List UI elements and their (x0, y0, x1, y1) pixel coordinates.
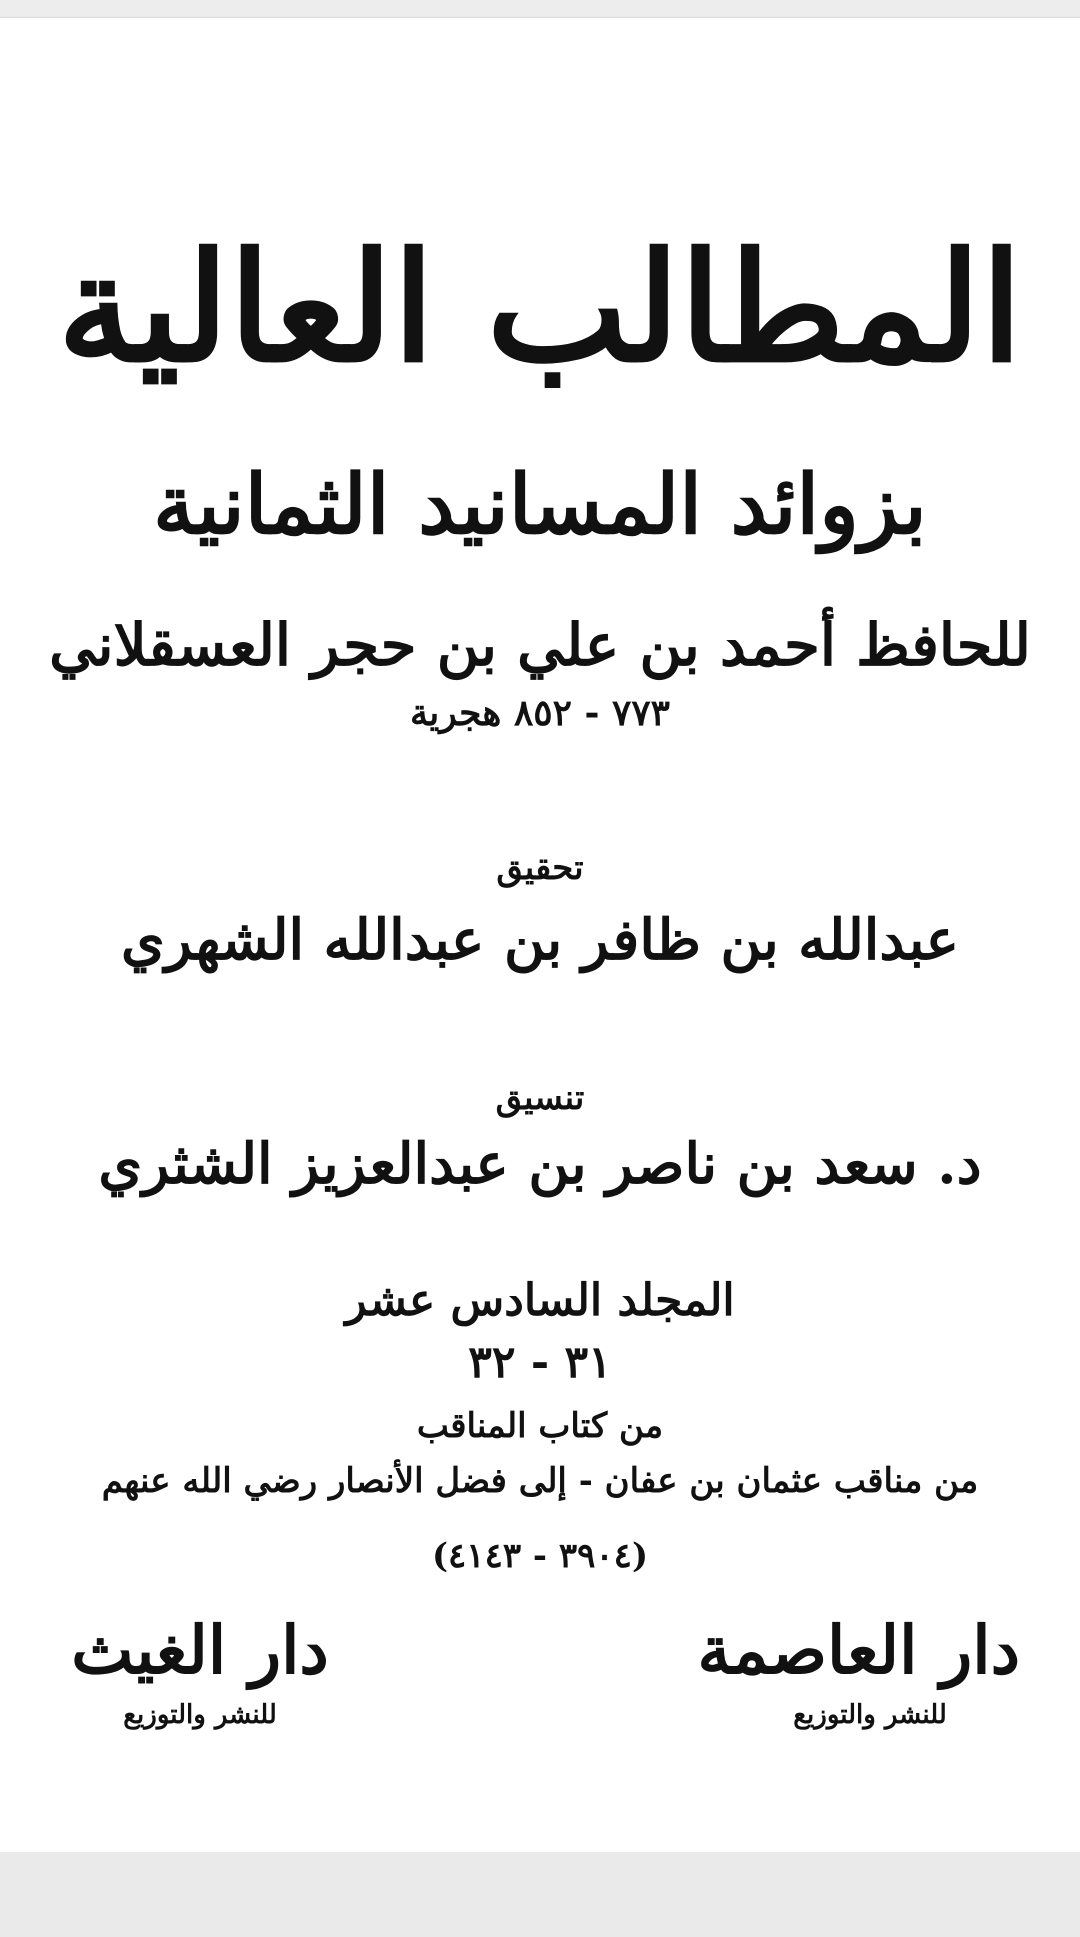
coordinator-name: د. سعد بن ناصر بن عبدالعزيز الشثري (98, 1131, 982, 1197)
book-cover-page (0, 18, 1080, 1852)
parts-range: ٣١ - ٣٢ (468, 1337, 612, 1388)
coordinator-label: تنسيق (495, 1078, 585, 1118)
chapter-range: من مناقب عثمان بن عفان - إلى فضل الأنصار رضي الله عنهم (101, 1461, 979, 1501)
book-title: المطالب العالية (57, 220, 1023, 396)
book-section-label: من كتاب المناقب (416, 1406, 664, 1446)
top-strip (0, 0, 1080, 18)
publisher-right-tagline: للنشر والتوزيع (793, 1700, 947, 1730)
author-name: للحافظ أحمد بن علي بن حجر العسقلاني (49, 611, 1031, 679)
publisher-left-tagline: للنشر والتوزيع (123, 1700, 277, 1730)
publisher-left-name: دار الغيث (71, 1611, 329, 1689)
author-dates: ٧٧٣ - ٨٥٢ هجرية (410, 692, 670, 734)
bottom-bar (0, 1852, 1080, 1937)
publisher-right-name: دار العاصمة (697, 1611, 1020, 1689)
hadith-number-range: (٣٩٠٤ - ٤١٤٣) (431, 1536, 649, 1576)
editor-label: تحقيق (496, 848, 584, 888)
volume-label: المجلد السادس عشر (345, 1275, 735, 1326)
publisher-left (50, 1606, 350, 1732)
editor-name: عبدالله بن ظافر بن عبدالله الشهري (120, 907, 960, 973)
publisher-right (697, 1606, 1020, 1732)
book-subtitle: بزوائد المسانيد الثمانية (153, 457, 927, 553)
